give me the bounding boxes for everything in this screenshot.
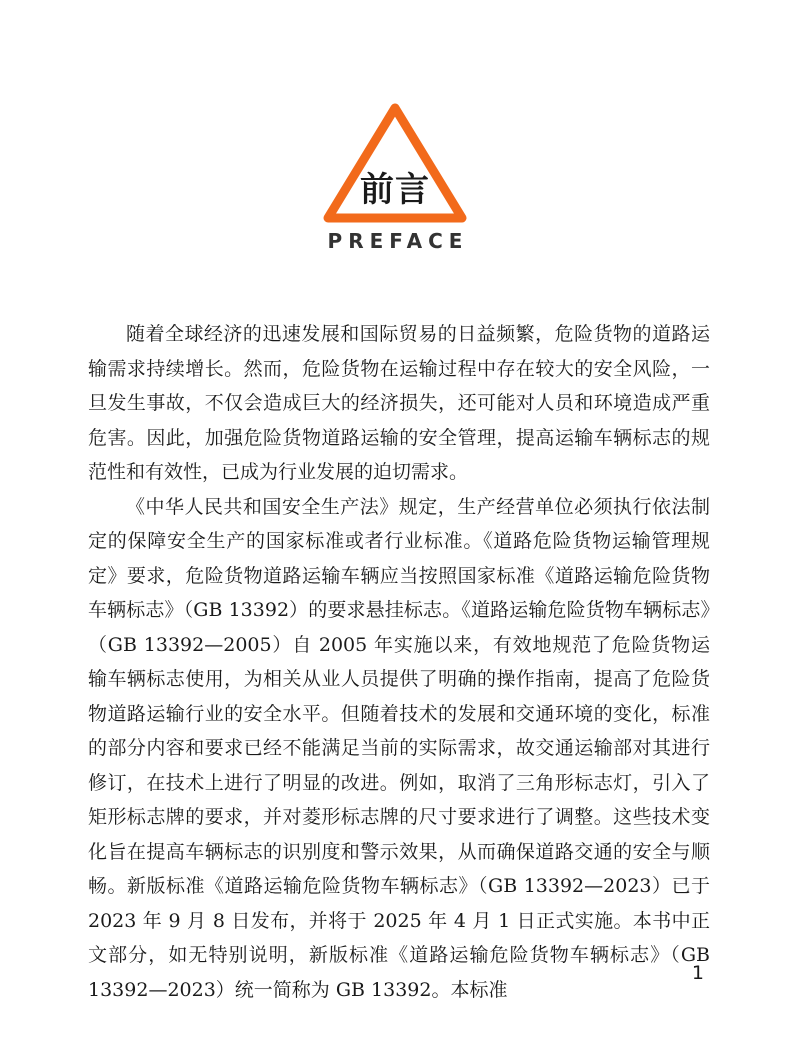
page-number: 1: [691, 962, 704, 984]
paragraph: 随着全球经济的迅速发展和国际贸易的日益频繁，危险货物的道路运输需求持续增长。然而，危险货物在运输过程中存在较大的安全风险，一旦发生事故，不仅会造成巨大的经济损失，还可能对人员和环境造成严重危害。因此，加强危险货物道路运输的安全管理，提高运输车辆标志的规范性和有效性，已成为行业发展的迫切需求。: [88, 323, 710, 483]
paragraph: 《中华人民共和国安全生产法》规定，生产经营单位必须执行依法制定的保障安全生产的国家标准或者行业标准。《道路危险货物运输管理规定》要求，危险货物道路运输车辆应当按照国家标准《道路运输危险货物车辆标志》（GB 13392）的要求悬挂标志。《道路运输危险货物车辆标志》（GB 13392—2005）自 2005 年实施以来，有效地规范了危险货物运输车辆标志使用，为相关从业人员提供了明确的操作指南，提高了危险货物道路运输行业的安全水平。但随着技术的发展和交通环境的变化，标准的部分内容和要求已经不能满足当前的实际需求，故交通运输部对其进行修订，在技术上进行了明显的改进。例如，取消了三角形标志灯，引入了矩形标志牌的要求，并对菱形标志牌的尺寸要求进行了调整。这些技术变化旨在提高车辆标志的识别度和警示效果，从而确保道路交通的安全与顺畅。新版标准《道路运输危险货物车辆标志》（GB 13392—2023）已于 2023 年 9 月 8 日发布，并将于 2025 年 4 月 1 日正式实施。本书中正文部分，如无特别说明，新版标准《道路运输危险货物车辆标志》（GB 13392—2023）统一简称为 GB 13392。本标准: [88, 495, 710, 1001]
preface-body: [88, 317, 710, 1007]
preface-badge: [320, 100, 470, 225]
page-title: 前言: [360, 170, 430, 210]
page-subtitle: PREFACE: [327, 229, 469, 253]
